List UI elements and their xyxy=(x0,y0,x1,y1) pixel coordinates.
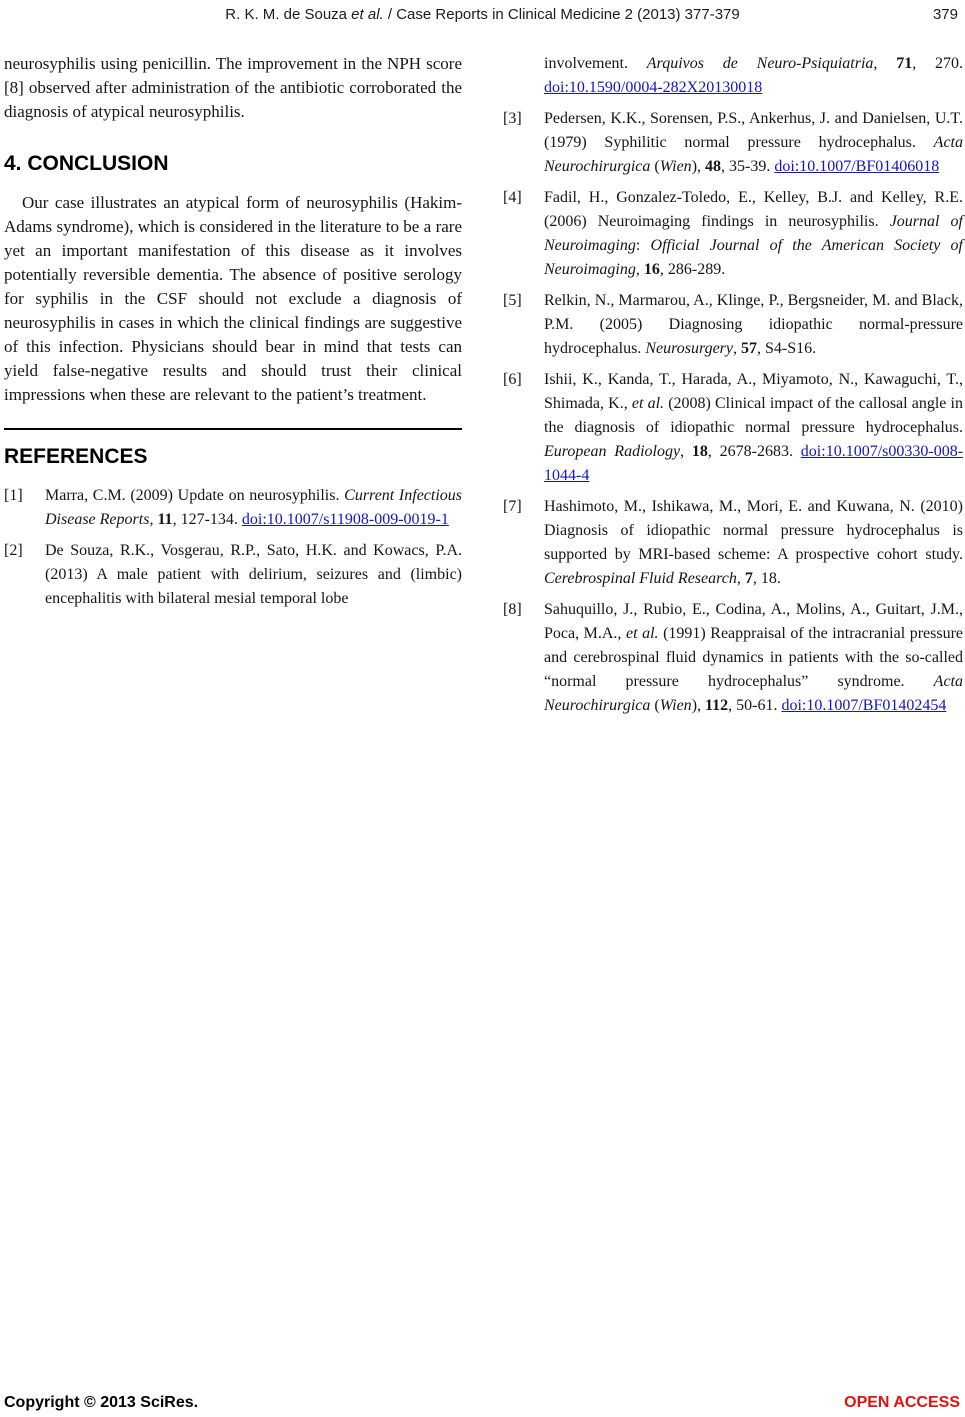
text-segment: / Case Reports in Clinical Medicine 2 (2013) 377-379 xyxy=(383,6,740,23)
reference-number: [5] xyxy=(503,292,522,309)
references-divider xyxy=(4,428,462,430)
text-segment: Fadil, H., Gonzalez-Toledo, E., Kelley, B.J. and Kelley, R.E. (2006) Neuroimaging findings in neurosyphilis. xyxy=(544,189,963,230)
text-segment: Cerebrospinal Fluid Research xyxy=(544,570,737,587)
text-segment: Wien xyxy=(659,697,692,714)
text-segment: ( xyxy=(650,158,660,175)
references-list-left xyxy=(4,484,462,611)
right-column xyxy=(503,52,963,725)
doi-link[interactable]: doi:10.1007/BF01402454 xyxy=(781,697,947,714)
text-segment: et al. xyxy=(631,395,665,412)
text-segment: 18 xyxy=(691,443,708,460)
text-segment: 57 xyxy=(741,340,758,357)
text-segment: Wien xyxy=(659,158,692,175)
text-segment: , 2678-2683. xyxy=(707,443,801,460)
text-segment: , xyxy=(149,511,158,528)
reference-number: [7] xyxy=(503,498,522,515)
open-access-label: OPEN ACCESS xyxy=(844,1394,960,1411)
text-segment: 112 xyxy=(705,697,729,714)
text-segment: 16 xyxy=(643,261,660,278)
references-heading: REFERENCES xyxy=(4,445,148,468)
text-segment: 71 xyxy=(896,55,913,72)
page-number: 379 xyxy=(932,6,958,23)
text-segment: ( xyxy=(650,697,660,714)
reference-item xyxy=(4,539,462,611)
reference-item xyxy=(4,484,462,532)
text-segment: , xyxy=(736,570,745,587)
text-segment: Acta Neurochirurgica xyxy=(544,673,963,714)
text-segment: Official Journal of the American Society of Neuroimaging xyxy=(544,237,964,278)
reference-number: [3] xyxy=(503,110,522,127)
reference-number: [1] xyxy=(4,487,23,504)
text-segment: ), xyxy=(691,697,706,714)
text-segment: Neurosurgery xyxy=(645,340,734,357)
text-segment: ), xyxy=(691,158,706,175)
running-head xyxy=(0,6,965,23)
text-segment: , 18. xyxy=(752,570,781,587)
reference-item xyxy=(503,289,963,361)
text-segment: , xyxy=(635,261,644,278)
text-segment: De Souza, R.K., Vosgerau, R.P., Sato, H.K. and Kowacs, P.A. (2013) A male patient with delirium, seizures and (limbic) encephalitis with bilateral mesial temporal lobe xyxy=(45,542,462,607)
text-segment: : xyxy=(635,237,651,254)
text-segment: Relkin, N., Marmarou, A., Klinge, P., Bergsneider, M. and Black, P.M. (2005) Diagnosing idiopathic normal-pressure hydrocephalus. xyxy=(544,292,963,357)
references-list-right xyxy=(503,52,963,718)
text-segment: Current Infectious Disease Reports xyxy=(45,487,463,528)
text-segment: , 35-39. xyxy=(721,158,775,175)
reference-text xyxy=(544,292,963,357)
text-segment: Marra, C.M. (2009) Update on neurosyphilis. xyxy=(45,487,345,504)
reference-text xyxy=(45,542,462,607)
text-segment: Journal of Neuroimaging xyxy=(544,213,964,254)
text-segment: 48 xyxy=(705,158,722,175)
reference-number: [6] xyxy=(503,371,522,388)
text-segment: , 127-134. xyxy=(172,511,242,528)
reference-number: [8] xyxy=(503,601,522,618)
reference-item xyxy=(503,107,963,179)
text-segment: Acta Neurochirurgica xyxy=(544,134,963,175)
reference-text xyxy=(544,371,963,484)
text-segment: , 270. xyxy=(912,55,963,72)
doi-link[interactable]: doi:10.1590/0004-282X20130018 xyxy=(544,79,763,96)
text-segment: Arquivos de Neuro-Psiquiatria xyxy=(646,55,874,72)
text-segment: et al. xyxy=(625,625,659,642)
reference-number: [4] xyxy=(503,189,522,206)
copyright-notice: Copyright © 2013 SciRes. xyxy=(4,1394,199,1411)
reference-item xyxy=(503,368,963,488)
text-segment: , xyxy=(873,55,897,72)
page-header xyxy=(0,6,965,26)
text-segment: Hashimoto, M., Ishikawa, M., Mori, E. and Kuwana, N. (2010) Diagnosis of idiopathic normal pressure hydrocephalus is supported by MRI-based scheme: A prospective cohort study. xyxy=(544,498,963,563)
text-segment: Ishii, K., Kanda, T., Harada, A., Miyamoto, N., Kawaguchi, T., Shimada, K., xyxy=(544,371,963,412)
text-segment: et al. xyxy=(351,6,384,23)
text-segment: , xyxy=(680,443,692,460)
text-segment: involvement. xyxy=(544,55,647,72)
reference-item xyxy=(503,52,963,100)
reference-item xyxy=(503,598,963,718)
reference-text xyxy=(544,498,963,587)
reference-text xyxy=(544,189,963,278)
intro-paragraph: neurosyphilis using penicillin. The improvement in the NPH score [8] observed after administration of the antibiotic corroborated the diagnosis of atypical neurosyphilis. xyxy=(4,54,462,121)
text-segment: 11 xyxy=(157,511,173,528)
text-segment: (1991) Reappraisal of the intracranial pressure and cerebrospinal fluid dynamics in patients with the so-called “normal pressure hydrocephalus” syndrome. xyxy=(544,625,964,690)
text-segment: , 286-289. xyxy=(659,261,726,278)
doi-link[interactable]: doi:10.1007/s11908-009-0019-1 xyxy=(241,511,449,528)
text-segment: R. K. M. de Souza xyxy=(225,6,352,23)
left-column xyxy=(4,52,462,618)
text-segment: European Radiology xyxy=(544,443,681,460)
reference-item xyxy=(503,495,963,591)
reference-text xyxy=(544,55,963,96)
text-segment: , S4-S16. xyxy=(757,340,817,357)
text-segment: Sahuquillo, J., Rubio, E., Codina, A., Molins, A., Guitart, J.M., Poca, M.A., xyxy=(544,601,963,642)
reference-text xyxy=(544,110,963,175)
conclusion-paragraph: Our case illustrates an atypical form of neurosyphilis (Hakim-Adams syndrome), which is considered in the literature to be a rare yet an important manifestation of this disease as it involves potentially reversible dementia. The absence of positive serology for syphilis in the CSF should not exclude a diagnosis of neurosyphilis in cases in which the clinical findings are suggestive of this infection. Physicians should bear in mind that tests can yield false-negative results and should trust their clinical impressions when these are relevant to the patient’s treatment. xyxy=(4,193,462,404)
reference-number: [2] xyxy=(4,542,23,559)
text-segment: , xyxy=(733,340,742,357)
text-segment: Pedersen, K.K., Sorensen, P.S., Ankerhus, J. and Danielsen, U.T. (1979) Syphilitic normal pressure hydrocephalus. xyxy=(544,110,963,151)
conclusion-heading: 4. CONCLUSION xyxy=(4,152,169,175)
text-segment: 7 xyxy=(744,570,753,587)
doi-link[interactable]: doi:10.1007/BF01406018 xyxy=(774,158,940,175)
reference-item xyxy=(503,186,963,282)
page-footer xyxy=(4,1394,960,1414)
text-segment: (2008) Clinical impact of the callosal angle in the diagnosis of idiopathic normal pressure hydrocephalus. xyxy=(544,395,964,436)
reference-text xyxy=(544,601,963,714)
doi-link[interactable]: doi:10.1007/s00330-008-1044-4 xyxy=(544,443,964,484)
text-segment: , 50-61. xyxy=(728,697,782,714)
reference-text xyxy=(45,487,462,528)
